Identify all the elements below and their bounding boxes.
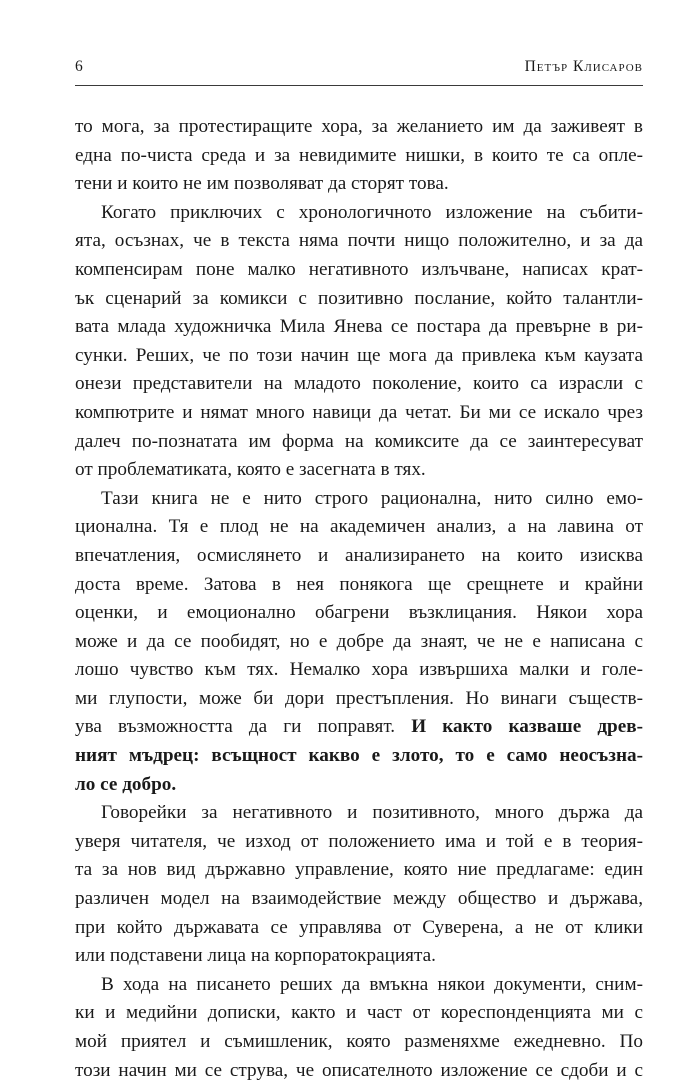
paragraph-4 [75, 799, 643, 971]
text-line: този начин ми се струва, че описателното изложение се сдоби и с [75, 1059, 643, 1081]
text-line: ми глупости, може би дори престъпления. Но винаги съществ- [75, 687, 643, 709]
text-line: различен модел на взаимодействие между общество и държава, [75, 888, 643, 910]
text-line: Говорейки за негативното и позитивното, много държа да [101, 802, 643, 824]
bold-text-run: И както казваше древ- [411, 716, 643, 738]
text-line: компютрите и нямат много навици да четат. Би ми се искало чрез [75, 401, 643, 423]
running-head-author: Петър Клисаров [524, 58, 643, 75]
text-line: лошо чувство към тях. Немалко хора извършиха малки и голе- [75, 659, 643, 681]
text-line: или подставени лица на корпоратокрацията. [75, 945, 436, 967]
paragraph-1 [75, 113, 643, 199]
text-line: Тази книга не е нито строго рационална, нито силно емо- [101, 487, 643, 509]
text-line: доста време. Затова в нея понякога ще срещнете и крайни [75, 573, 643, 595]
page-number: 6 [75, 58, 83, 75]
text-line: компенсирам поне малко негативното излъчване, написах крат- [75, 258, 643, 280]
paragraph-5 [75, 971, 643, 1085]
body-text [75, 113, 643, 1085]
text-line: мой приятел и съмишленик, която разменяхме ежедневно. По [75, 1031, 643, 1052]
text-line-mixed [75, 713, 643, 742]
text-line: далеч по-познатата им форма на комиксите да се заинтересуват [75, 430, 643, 452]
text-line: вата млада художничка Мила Янева се постара да превърне в ри- [75, 316, 643, 338]
text-line: впечатления, осмислянето и анализирането на които изисква [75, 544, 643, 566]
text-line: ята, осъзнах, че в текста няма почти нищо положително, и за да [75, 230, 643, 252]
text-line: една по-чиста среда и за невидимите нишки, в които те са опле- [75, 144, 643, 166]
text-line: ък сценарий за комикси с позитивно послание, който талантли- [75, 287, 643, 309]
bold-text-line: ният мъдрец: всъщност какво е злото, то е само неосъзна- [75, 745, 643, 767]
text-line: ки и медийни дописки, както и част от кореспонденцията ми с [75, 1002, 643, 1024]
text-line: уверя читателя, че изход от положението има и той е в теория- [75, 830, 643, 852]
text-line: тени и които не им позволяват да сторят това. [75, 173, 449, 195]
text-line: може и да се пообидят, но е добре да знаят, че не е написана с [75, 630, 643, 652]
text-line: от проблематиката, която е засегната в тях. [75, 459, 426, 481]
text-line: В хода на писането реших да вмъкна някои документи, сним- [101, 973, 643, 995]
paragraph-3 [75, 485, 643, 800]
text-line: та за нов вид държавно управление, която ние предлагаме: един [75, 859, 643, 881]
text-line: сунки. Реших, че по този начин ще мога да привлека към каузата [75, 344, 643, 366]
text-line: оценки, и емоционално обагрени възклицания. Някои хора [75, 602, 643, 624]
running-header [75, 58, 643, 80]
text-line: то мога, за протестиращите хора, за желанието им да заживеят в [75, 116, 643, 137]
text-line: при който държавата се управлява от Суверена, а не от клики [75, 916, 643, 938]
bold-text-line: ло се добро. [75, 773, 177, 795]
text-line: Когато приключих с хронологичното изложение на събити- [101, 201, 643, 223]
paragraph-2 [75, 199, 643, 485]
text-line: ционална. Тя е плод не на академичен анализ, а на лавина от [75, 516, 643, 538]
text-run: ува възможността да ги поправят. [75, 716, 412, 738]
header-rule [75, 85, 643, 86]
text-line: онези представители на младото поколение, които са израсли с [75, 373, 643, 395]
